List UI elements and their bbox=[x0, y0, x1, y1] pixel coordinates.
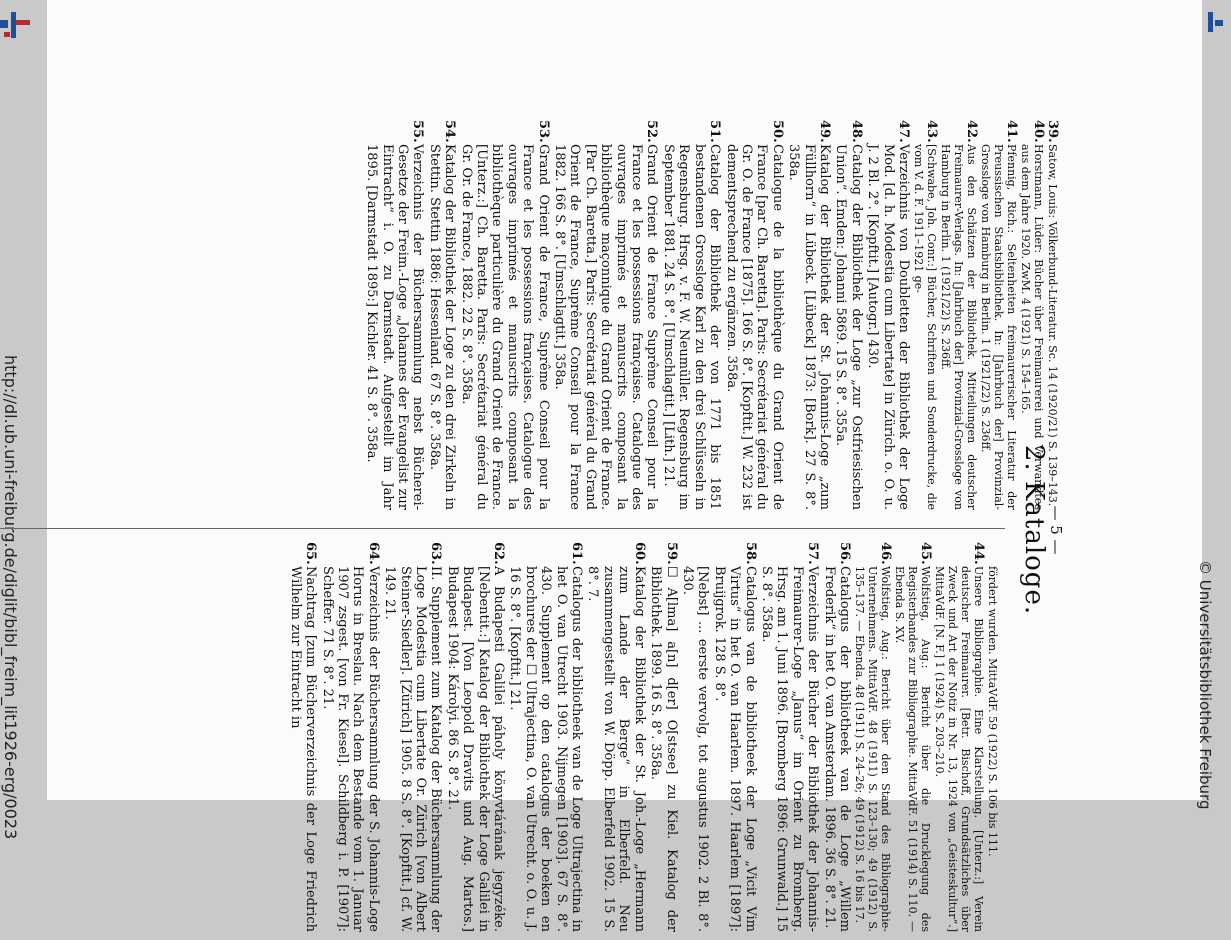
bibliography-entry bbox=[382, 542, 444, 932]
entry-number: 49. bbox=[816, 120, 832, 143]
entry-text: Grand Orient de France Suprême Conseil pour la France et les possessions françaises. Catalogue des ouvrages imprimés et manuscrits composant la bibliothèque maçonnique du Grand Orient de France. [Par Ch. Baretta.] Paris: Secrétariat général du Grand Orient de France, Suprême Conseil pour la France 1882. 166 S. 8°. [Umschlagtit.] 358a. bbox=[552, 144, 660, 510]
column-right bbox=[286, 542, 1059, 932]
bibliography-entry bbox=[364, 120, 426, 510]
bibliography-entry bbox=[893, 542, 932, 932]
entry-number: 51. bbox=[707, 120, 723, 143]
entry-text: Verzeichnis von Doubletten der Bibliothek der Loge Mod. [d. h. Modestia cum Libertate] in Zürich. o. O. u. J. 2 Bl. 2°. [Kopftit.] [Autogr.] 430. bbox=[865, 144, 911, 510]
entry-text: Katalog der Bibliothek der St. Joh.-Loge „Hermann zum Lande der Berge“ in Elberfeld. Neu zusammengestellt von W. Döpp. Elberfeld 1902. 15 S. 8°. 7. bbox=[585, 566, 647, 932]
entry-number: 42. bbox=[964, 120, 979, 143]
bibliography-entry bbox=[939, 120, 978, 510]
entry-number: 45. bbox=[918, 542, 933, 565]
bibliography-entry bbox=[912, 120, 938, 510]
bibliography-entry bbox=[821, 542, 852, 932]
entry-text: Wolfstieg, Aug.: Bericht über den Stand des Bibliographie-Unternehmens. MittaVdF. 48 (1911) S. 123–130; 49 (1912) S. 135–137. — Ebenda. 48 (1911) S. 24–26; 49 (1912) S. 16 bis 17. bbox=[853, 566, 892, 932]
entry-number: 52. bbox=[644, 120, 660, 143]
bibliography-entry bbox=[711, 542, 757, 932]
entry-number: 63. bbox=[428, 542, 444, 565]
copyright-notice: © Universitätsbibliothek Freiburg bbox=[1196, 560, 1214, 810]
entry-text: Catalogus der bibliotheek van de Loge Ultrajectina in het O. van Utrecht 1903. Nijmegen [1903]. 67 S. 8°. 430. Supplement op den catalogus der boeken en brochures der ☐ Ultrajectina, O. van Utrecht. o. O. u. J. 16 S. 8°. [Kopftit.] 21. bbox=[507, 566, 585, 932]
entry-number: 62. bbox=[491, 542, 507, 565]
entry-text: Catalogus van de bibliotheek der Loge „Vicit Vim Virtus“ in het O. van Haarlem. 1897. Haarlem [1897]: Bruijgrok. 128 S. 8°. bbox=[711, 566, 758, 932]
entry-text: Unsere Bibliographie. Eine Klarstellung. [Unterz.:] Verein deutscher Freimaurer. [Betr. Bischoff, Grundsätzliches über Zweck und Art der Notiz in Nr. 13, 1924 von „Geisteskultur“.] MittaVdF. [N. F.] 1 (1924) S. 203–210. bbox=[933, 566, 985, 932]
rotated-document-content bbox=[0, 120, 1063, 940]
bibliography-entry bbox=[287, 542, 318, 932]
viewer-nav-icon[interactable] bbox=[1206, 8, 1226, 38]
entry-text: fördert wurden. MittaVdF. 59 (1922) S. 106 bis 111. bbox=[986, 566, 999, 857]
bibliography-entry bbox=[661, 120, 723, 510]
entry-number: 47. bbox=[896, 120, 911, 143]
bibliography-entry bbox=[648, 542, 679, 932]
entry-number: 50. bbox=[769, 120, 785, 143]
entry-text: Grand Orient de France, Suprême Conseil pour la France et les possessions françaises. Catalogue des ouvrages imprimés et manuscrits composant la bibliothèque particulière du Grand Orient de France. [Unterz.:] Ch. Baretta. Paris: Secrétariat général du Gr. Or. de France, 1882. 22 S. 8°. 358a. bbox=[458, 144, 551, 510]
page-url[interactable]: http://dl.ub.uni-freiburg.de/diglit/bibl_freim_lit1926-erg/0023 bbox=[1, 355, 20, 840]
bibliography-entry bbox=[507, 542, 584, 932]
entry-number: 40. bbox=[1031, 120, 1046, 143]
bibliography-entry bbox=[853, 542, 892, 932]
entry-text: ☐ A[lma] a[n] d[er] O[stsee] zu Kiel. Katalog der Bibliothek. 1899. 16 S. 8°. 358a. bbox=[648, 566, 679, 932]
entry-text: Catalogus der bibliotheek van de Loge „Willem Frederik“ in het O. van Amsterdam. 1896. 36 S. 8°. 21. bbox=[821, 566, 852, 932]
entry-number: 44. bbox=[971, 542, 986, 565]
column-divider bbox=[0, 528, 1005, 529]
bibliography-entry bbox=[833, 120, 864, 510]
entry-text: Verzeichnis der Bücher der Bibliothek der Johannis-Freimaurer-Loge „Janus“ im Orient zu Bromberg. Hrsg. am 1. Juni 1896. [Bromberg 1896: Grunwald.] 15 S. 8°. 358a. bbox=[758, 566, 821, 932]
entry-text: Aus den Schätzen der Bibliothek. Mitteilungen deutscher Freimaurer-Verlags. In: [Jahrbuch der] Provinzial-Grossloge von Hamburg in Berlin. 1 (1921/22) S. 236ff. bbox=[939, 144, 978, 510]
entry-number: 53. bbox=[535, 120, 551, 143]
bibliography-entry bbox=[444, 542, 506, 932]
bibliography-entry bbox=[426, 120, 457, 510]
entry-number: 54. bbox=[442, 120, 458, 143]
entry-number: 65. bbox=[303, 542, 319, 565]
entry-number: 48. bbox=[848, 120, 864, 143]
entry-number: 57. bbox=[805, 542, 821, 565]
entry-number: 56. bbox=[837, 542, 852, 565]
column-left bbox=[363, 120, 1059, 510]
entry-text: Katalog der Bibliothek der St. Johannis-Loge „zum Füllhorn“ in Lübeck. [Lübeck] 1873: [Bork]. 27 S. 8°. 358a. bbox=[786, 144, 832, 510]
entry-number: 41. bbox=[1004, 120, 1019, 143]
entry-number: 39. bbox=[1045, 120, 1060, 143]
entry-number: 60. bbox=[631, 542, 647, 565]
entry-number: 58. bbox=[742, 542, 758, 565]
entry-text: Horstmann, Lüder: Bücher über Freimaurerei und Verwandtes aus dem Jahre 1920. ZwM. 4 (1921) S. 154–165. bbox=[1019, 144, 1045, 510]
bibliography-entry bbox=[986, 542, 999, 932]
bibliography-entry bbox=[979, 120, 1018, 510]
entry-text: Verzeichnis der Büchersammlung nebst Bücherei-Gesetze der Freim.-Loge „Johannes der Evangelist zur Eintracht“ i. O. zu Darmstadt. Aufgestellt im Jahr 1895. [Darmstadt 1895:] Kichler. 41 S. 8°. 358a. bbox=[364, 144, 426, 510]
entry-number: 43. bbox=[924, 120, 939, 143]
entry-text: II. Supplement zum Katalog der Büchersammlung der Loge Modestia cum Libertate Or. Zürich [von Albert Steiner-Siedler]. [Zürich] 1905. 8 S. 8°. [Kopftit.] cf. W. 149. 21. bbox=[382, 566, 444, 932]
entry-text: Katalog der Bibliothek der Loge zu den drei Zirkeln in Stettin. Stettin 1886: Hessenland. 67 S. 8°. 358a. bbox=[426, 144, 458, 510]
entry-text: Wolfstieg, Aug.: Bericht über die Drucklegung des Registerbandes zur Bibliographie. MittaVdF. 51 (1914) S. 110. — Ebenda S. XV. bbox=[893, 566, 932, 932]
entry-number: 61. bbox=[569, 542, 585, 565]
section-heading: 2. Kataloge. bbox=[1019, 444, 1049, 616]
bibliography-entry bbox=[585, 542, 647, 932]
running-head: — 5 — bbox=[1047, 505, 1065, 555]
bibliography-entry bbox=[933, 542, 985, 932]
bibliography-entry bbox=[759, 542, 821, 932]
bibliography-entry bbox=[1019, 120, 1045, 510]
entry-number: 46. bbox=[878, 542, 893, 565]
entry-text: [Nebst] ... eerste vervolg, tot augustus 1902. 2 Bl. 8°. 430. bbox=[679, 566, 711, 932]
entry-text: Pfennig, Rich.: Seltenheiten freimaurerischer Literatur der Preussischen Staatsbibliothek. In: [Jahrbuch der] Provinzial-Grossloge von Hamburg in Berlin. 1 (1921/22) S. 236ff. bbox=[979, 144, 1018, 510]
entry-text: Catalog der Bibliothek der von 1771 bis 1851 bestandenen Grossloge Karl zu den drei Schlüsseln in Regensburg. Hrsg. v. F. W. Neumüller. Regensburg im September 1881. 24 S. 8°. [Umschlagtit.] [Lith.] 21. bbox=[660, 144, 723, 510]
entry-text: A Budapesti Galilei páholy könyvtárának jegyzéke. [Nebentit.:] Katalog der Bibliothek der Loge Galilei in Budapest. [Von Leopold Dravits und Aug. Martos.] Budapest 1904: Károlyi. 86 S. 8°. 21. bbox=[444, 566, 507, 932]
bibliography-entry bbox=[319, 542, 381, 932]
entry-text: [Schwabe, Joh. Conr.:] Bücher, Schriften und Sonderdrucke, die vom V. d. F. 1911–1921 ge- bbox=[912, 144, 938, 510]
entry-text: Satow, Louis: Völkerbund-Literatur. Sc. 14 (1920/21) S. 139–143. bbox=[1046, 144, 1059, 507]
entry-text: Verzeichnis der Büchersammlung der S. Johannis-Loge Horus in Breslau. Nach dem Bestande vom 1. Januar 1907 zsgest. [von Fr. Kiesel]. Schildberg i. P. [1907]: Scheffer. 71 S. 8°. 21. bbox=[319, 566, 381, 932]
bibliography-entry bbox=[680, 542, 711, 932]
bibliography-entry bbox=[723, 120, 785, 510]
entry-text: Catalogue de la bibliothèque du Grand Orient de France [par Ch. Baretta]. Paris: Secrétariat général du Gr. O. de France [1875]. 166 S. 8°. [Kopftit.] W. 232 ist dementsprechend zu ergänzen. 358a. bbox=[723, 144, 785, 510]
bibliography-entry bbox=[1046, 120, 1059, 510]
entry-text: Nachtrag [zum Bücherverzeichnis der Loge Friedrich Wilhelm zur Eintracht in bbox=[287, 566, 319, 932]
viewer-logo-icon bbox=[0, 8, 30, 48]
bibliography-entry bbox=[552, 120, 660, 510]
bibliography-entry bbox=[458, 120, 550, 510]
entry-text: Catalog der Bibliothek der Loge „zur Ostfriesischen Union“. Emden: Johanni 5869. 15 S. 8°. 355a. bbox=[833, 144, 864, 510]
bibliography-entry bbox=[865, 120, 911, 510]
entry-number: 55. bbox=[410, 120, 426, 143]
bibliography-entry bbox=[786, 120, 832, 510]
entry-number: 64. bbox=[365, 542, 381, 565]
entry-number: 59. bbox=[663, 542, 679, 565]
